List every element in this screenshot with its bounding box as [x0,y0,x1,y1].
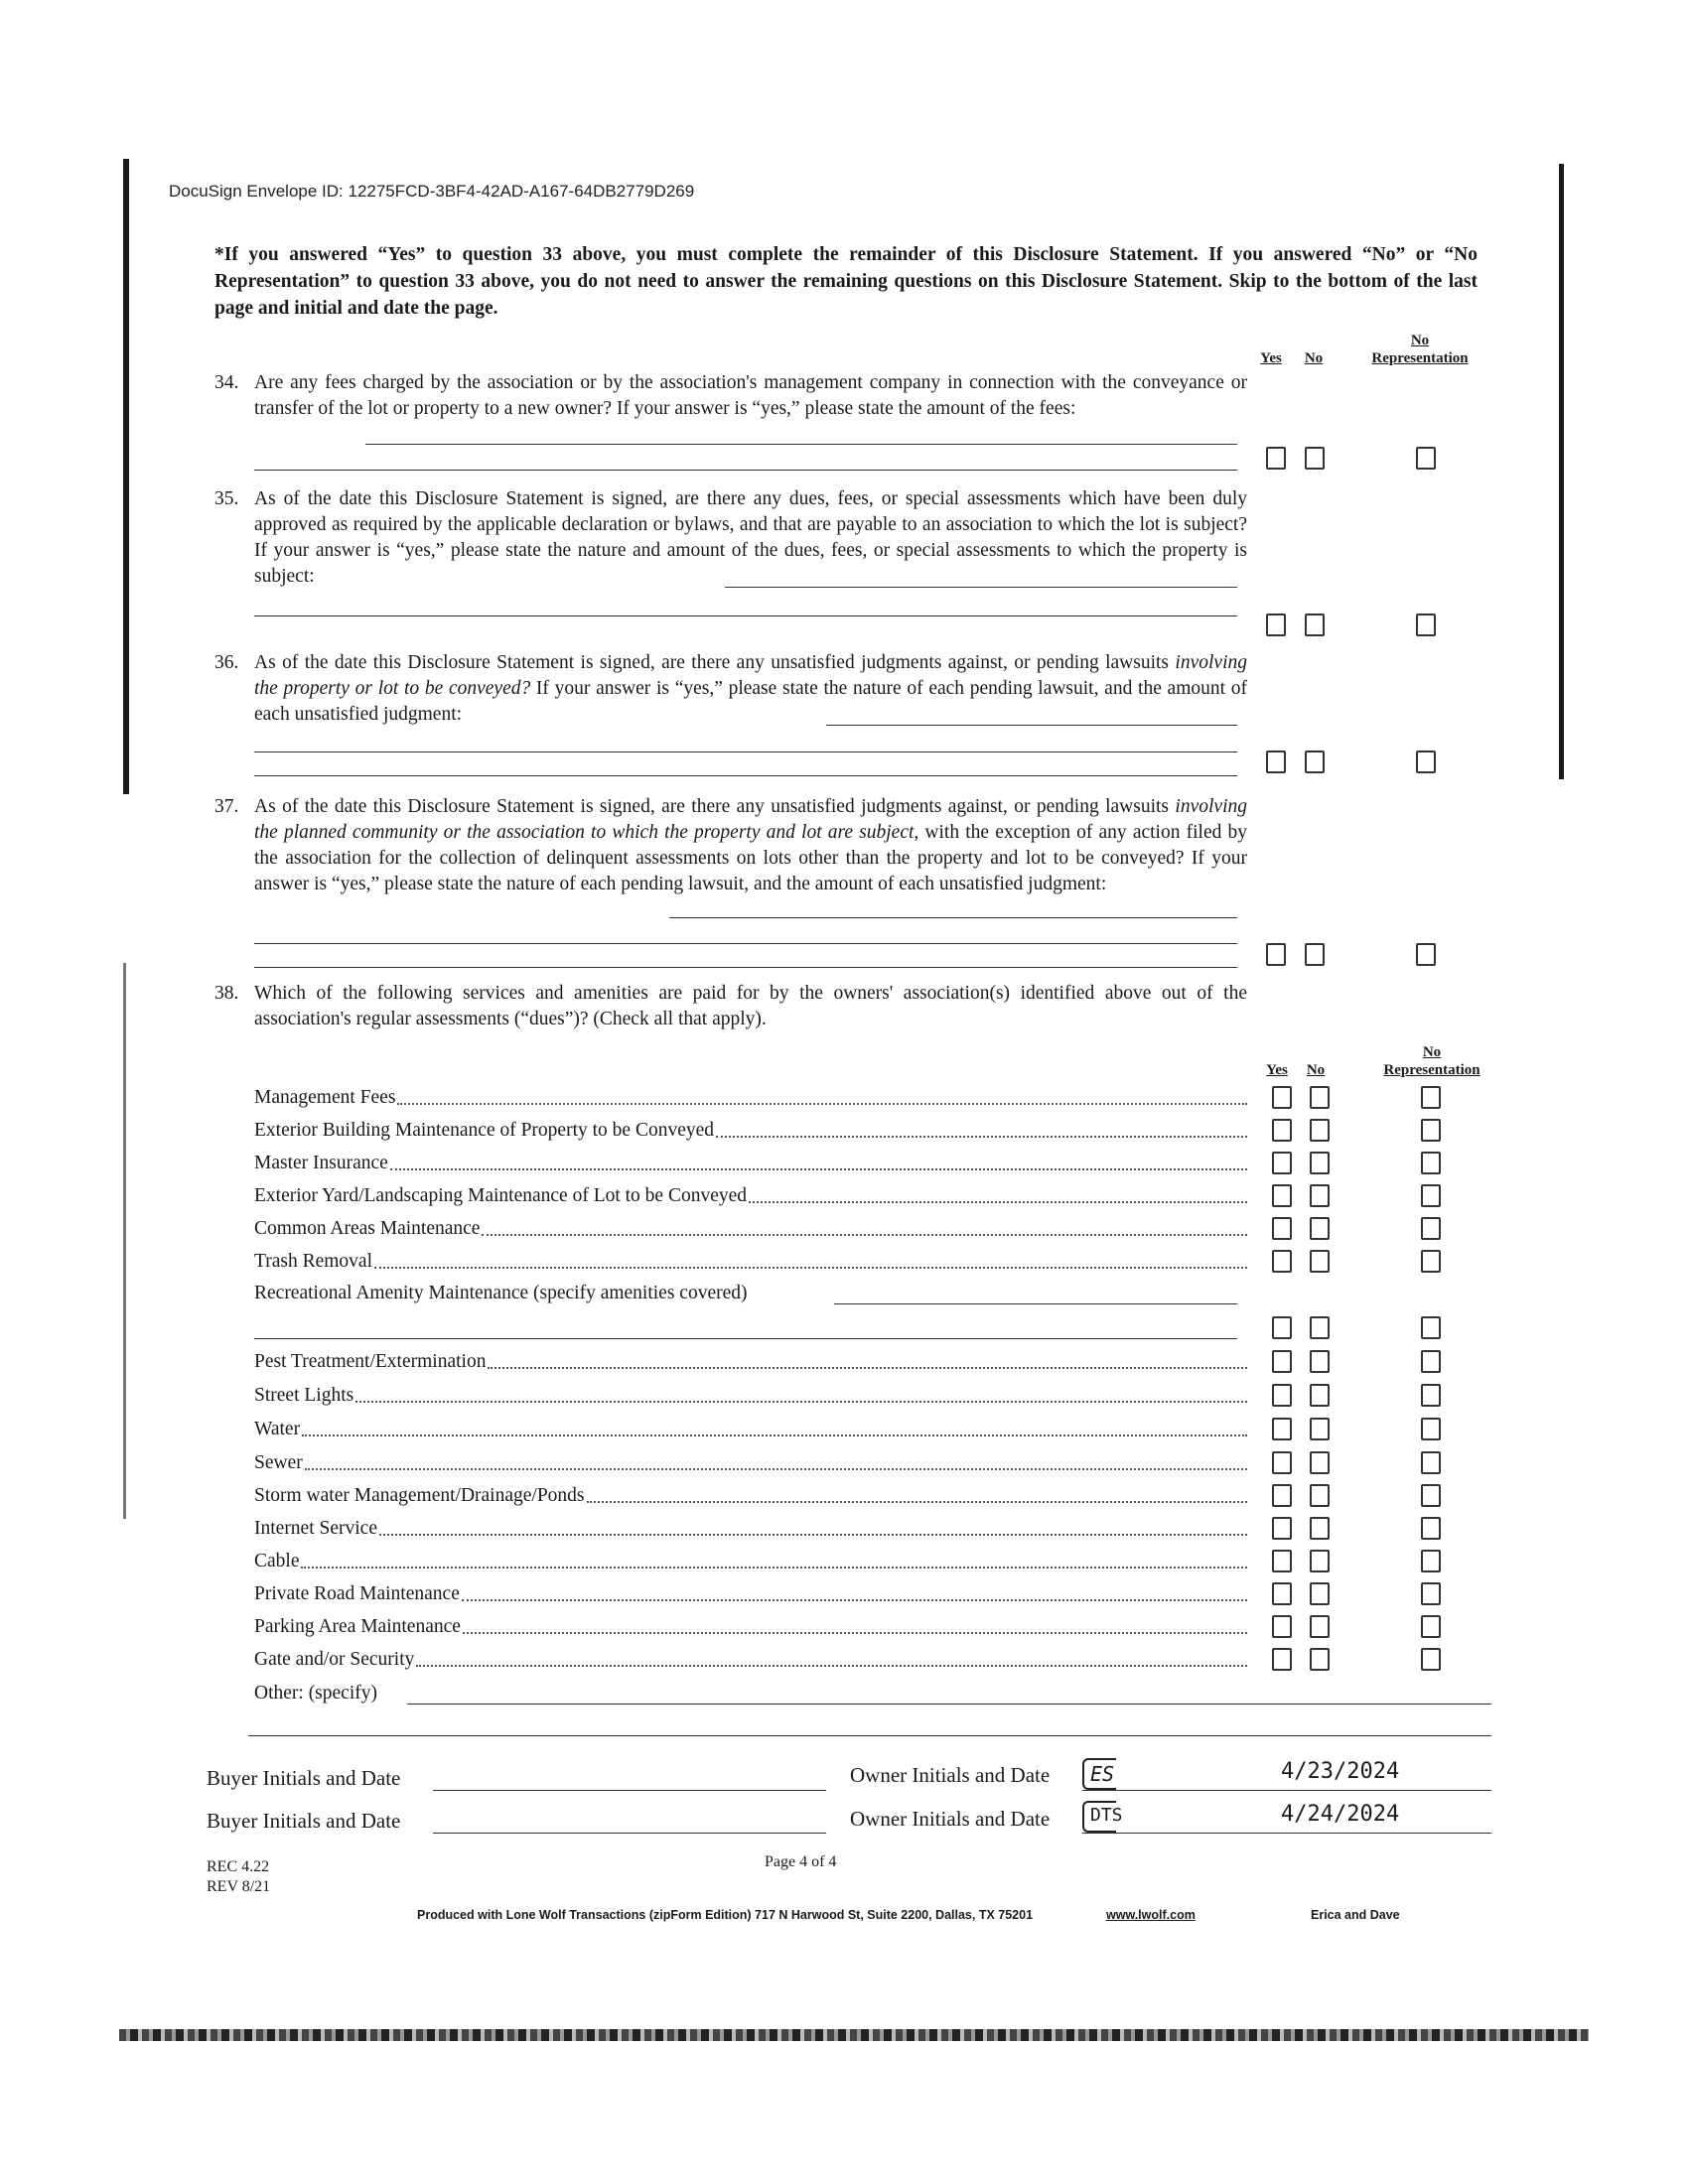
amenity-no-rep-checkbox[interactable] [1421,1086,1441,1109]
dot-leader [482,1215,1247,1236]
dot-leader [301,1548,1247,1569]
answer-line[interactable] [826,725,1237,726]
dot-leader [488,1348,1247,1369]
amenity-no-checkbox[interactable] [1310,1217,1330,1240]
amenity-label: Management Fees [254,1087,396,1108]
answer-line[interactable] [248,1735,1491,1736]
question-text-part: As of the date this Disclosure Statement is signed, are there any unsatisfied judgments against, or pending lawsuits [254,796,1176,817]
question-37 [0,794,1692,928]
dot-leader [397,1084,1247,1105]
amenity-no-rep-checkbox[interactable] [1421,1582,1441,1605]
amenity-no-rep-checkbox[interactable] [1421,1250,1441,1273]
answer-line[interactable] [254,751,1237,752]
amenity-label: Private Road Maintenance [254,1583,460,1604]
amenity-yes-checkbox[interactable] [1272,1184,1292,1207]
amenity-no-rep-checkbox[interactable] [1421,1451,1441,1474]
question-38 [0,981,1692,1040]
amenity-yes-checkbox[interactable] [1272,1217,1292,1240]
amenity-yes-checkbox[interactable] [1272,1384,1292,1407]
amenity-no-rep-checkbox[interactable] [1421,1316,1441,1339]
answer-line[interactable] [254,967,1237,968]
owner-initials-1: ES [1090,1762,1115,1786]
amenity-row [254,1416,1247,1443]
scan-edge-bottom [119,2029,1589,2041]
amenity-no-checkbox[interactable] [1310,1316,1330,1339]
amenity-no-checkbox[interactable] [1310,1582,1330,1605]
amenity-yes-checkbox[interactable] [1272,1316,1292,1339]
answer-line[interactable] [669,917,1237,918]
amenity-no-rep-checkbox[interactable] [1421,1517,1441,1540]
amenity-no-checkbox[interactable] [1310,1152,1330,1174]
answer-line[interactable] [254,615,1237,616]
amenity-no-rep-checkbox[interactable] [1421,1217,1441,1240]
amenity-no-checkbox[interactable] [1310,1550,1330,1572]
q35-no-checkbox[interactable] [1305,614,1325,636]
amenity-yes-checkbox[interactable] [1272,1484,1292,1507]
answer-line[interactable] [254,775,1237,776]
amenity-yes-checkbox[interactable] [1272,1550,1292,1572]
amenity-row [254,1515,1247,1543]
dot-leader [463,1613,1247,1634]
owner-initials-label-1: Owner Initials and Date [850,1763,1051,1787]
page-number: Page 4 of 4 [765,1853,837,1870]
question-35 [0,486,1692,615]
q36-yes-checkbox[interactable] [1266,751,1286,773]
answer-line[interactable] [834,1303,1237,1304]
amenity-no-rep-checkbox[interactable] [1421,1350,1441,1373]
amenity-label: Sewer [254,1452,303,1473]
amenity-row [254,1548,1247,1575]
question-text [254,794,1247,897]
amenity-label: Gate and/or Security [254,1649,415,1670]
amenity-no-checkbox[interactable] [1310,1384,1330,1407]
amenity-row [254,1182,1247,1210]
amenity-row [254,1382,1247,1410]
answer-line[interactable] [254,1338,1237,1339]
question-text-part: As of the date this Disclosure Statement is signed, are there any unsatisfied judgments against, or pending lawsuits [254,652,1176,673]
question-text [254,650,1247,728]
website-link[interactable]: www.lwolf.com [1106,1908,1196,1922]
amenity-no-checkbox[interactable] [1310,1517,1330,1540]
amenity-label: Master Insurance [254,1153,388,1173]
buyer-initials-line-2[interactable] [433,1833,826,1834]
amenity-row [254,1613,1247,1641]
amenity-no-rep-checkbox[interactable] [1421,1484,1441,1507]
buyer-initials-label-1: Buyer Initials and Date [207,1766,401,1790]
q37-no-rep-checkbox[interactable] [1416,943,1436,966]
amenity-yes-checkbox[interactable] [1272,1582,1292,1605]
amenity-row [254,1580,1247,1608]
buyer-initials-label-2: Buyer Initials and Date [207,1809,401,1833]
question-text-part: If your answer is “yes,” please state the nature of each pending lawsuit, and the amount of each unsatisfied judgment: [254,678,1247,725]
question-text-part: with the exception of any action filed by the association for the collection of delinquent assessments on lots other than the property and lot to be conveyed? If your answer is “yes,” please state the nature of each pending lawsuit, and the amount of each unsatisfied judgment: [254,822,1247,894]
q37-yes-checkbox[interactable] [1266,943,1286,966]
amenity-row [254,1348,1247,1376]
owner-initials-2: DTS [1090,1805,1123,1826]
amenity-no-checkbox[interactable] [1310,1418,1330,1440]
amenity-label: Parking Area Maintenance [254,1616,461,1637]
dot-leader [587,1482,1248,1503]
amenity-no-rep-checkbox[interactable] [1421,1119,1441,1142]
amenity-row [254,1084,1247,1112]
q34-yes-checkbox[interactable] [1266,447,1286,470]
question-number: 36. [214,652,239,673]
amenity-row [254,1248,1247,1276]
amenity-label: Cable [254,1551,300,1571]
question-text: Which of the following services and amenities are paid for by the owners' association(s) identified above out of the association's regular assessments (“dues”)? (Check all that apply). [254,983,1247,1029]
amenity-label: Pest Treatment/Extermination [254,1351,487,1372]
amenity-row [254,1646,1247,1674]
amenity-label: Trash Removal [254,1251,372,1272]
owner-initials-label-2: Owner Initials and Date [850,1807,1051,1831]
dot-leader [374,1248,1247,1269]
amenity-no-checkbox[interactable] [1310,1615,1330,1638]
amenity-no-checkbox[interactable] [1310,1350,1330,1373]
amenity-yes-checkbox[interactable] [1272,1517,1292,1540]
amenity-no-checkbox[interactable] [1310,1250,1330,1273]
amenity-no-rep-checkbox[interactable] [1421,1615,1441,1638]
amenity-label: Exterior Yard/Landscaping Maintenance of Lot to be Conveyed [254,1185,748,1206]
q36-no-checkbox[interactable] [1305,751,1325,773]
amenity-row [254,1215,1247,1243]
col-yes-header: Yes [1266,1062,1288,1078]
question-number: 35. [214,488,239,509]
answer-line[interactable] [407,1704,1491,1705]
owner-initials-line-1[interactable] [1082,1790,1491,1791]
q35-yes-checkbox[interactable] [1266,614,1286,636]
q34-no-rep-checkbox[interactable] [1416,447,1436,470]
form-code: REC 4.22 [207,1858,270,1875]
amenity-yes-checkbox[interactable] [1272,1250,1292,1273]
amenity-label: Water [254,1419,301,1439]
recreational-amenity-label: Recreational Amenity Maintenance (specify amenities covered) [254,1283,748,1303]
amenity-row [254,1150,1247,1177]
transaction-name: Erica and Dave [1311,1908,1400,1922]
answer-line[interactable] [725,587,1237,588]
q34-no-checkbox[interactable] [1305,447,1325,470]
owner-initials-line-2[interactable] [1082,1833,1491,1834]
answer-line[interactable] [365,444,1237,445]
answer-line[interactable] [254,470,1237,471]
amenity-yes-checkbox[interactable] [1272,1119,1292,1142]
question-36 [0,650,1692,730]
question-34 [0,370,1692,470]
amenity-yes-checkbox[interactable] [1272,1152,1292,1174]
amenity-yes-checkbox[interactable] [1272,1086,1292,1109]
amenity-no-checkbox[interactable] [1310,1648,1330,1671]
envelope-id: DocuSign Envelope ID: 12275FCD-3BF4-42AD-A167-64DB2779D269 [169,182,695,201]
amenity-yes-checkbox[interactable] [1272,1648,1292,1671]
question-number: 38. [214,983,239,1004]
amenity-yes-checkbox[interactable] [1272,1615,1292,1638]
amenity-row [254,1449,1247,1477]
amenity-yes-checkbox[interactable] [1272,1451,1292,1474]
amenity-label: Exterior Building Maintenance of Property to be Conveyed [254,1120,715,1141]
owner-date-2: 4/24/2024 [1281,1802,1400,1827]
amenity-no-rep-checkbox[interactable] [1421,1384,1441,1407]
produced-by: Produced with Lone Wolf Transactions (zipForm Edition) 717 N Harwood St, Suite 2200, Dallas, TX 75201 [417,1908,1034,1922]
col-no-header: No [1306,1062,1326,1078]
dot-leader [302,1416,1247,1436]
amenity-label: Common Areas Maintenance [254,1218,481,1239]
col-yes-header: Yes [1260,350,1282,366]
owner-date-1: 4/23/2024 [1281,1759,1400,1784]
dot-leader [716,1117,1247,1138]
amenity-no-rep-checkbox[interactable] [1421,1648,1441,1671]
question-number: 37. [214,796,239,817]
q37-no-checkbox[interactable] [1305,943,1325,966]
dot-leader [462,1580,1247,1601]
amenity-no-checkbox[interactable] [1310,1451,1330,1474]
col-no-header: No [1304,350,1324,366]
amenity-no-checkbox[interactable] [1310,1086,1330,1109]
amenity-label: Storm water Management/Drainage/Ponds [254,1485,585,1506]
question-text-emphasis: involving the property or lot to be conveyed? [254,652,1247,699]
dot-leader [305,1449,1247,1470]
question-text-emphasis: involving the planned community or the association to which the property and lot are subject, [254,796,1247,843]
amenity-no-rep-checkbox[interactable] [1421,1418,1441,1440]
col-no-rep-header-line1: No [1410,333,1430,348]
amenity-no-rep-checkbox[interactable] [1421,1550,1441,1572]
amenity-label: Internet Service [254,1518,377,1539]
amenity-yes-checkbox[interactable] [1272,1418,1292,1440]
dot-leader [390,1150,1247,1170]
amenity-no-rep-checkbox[interactable] [1421,1152,1441,1174]
question-text: As of the date this Disclosure Statement is signed, are there any dues, fees, or special assessments which have been duly approved as required by the applicable declaration or bylaws, and that are payable to an association to which the lot is subject? If your answer is “yes,” please state the nature and amount of the dues, fees, or special assessments to which the property is subject: [254,488,1247,587]
amenity-no-checkbox[interactable] [1310,1119,1330,1142]
dot-leader [749,1182,1247,1203]
form-revision: REV 8/21 [207,1878,271,1895]
amenity-yes-checkbox[interactable] [1272,1350,1292,1373]
amenity-no-rep-checkbox[interactable] [1421,1184,1441,1207]
amenity-label: Street Lights [254,1385,354,1406]
amenity-row [254,1117,1247,1145]
question-text: Are any fees charged by the association or by the association's management company in connection with the conveyance or transfer of the lot or property to a new owner? If your answer is “yes,” please state the amount of the fees: [254,372,1247,419]
col-no-rep-header-line2: Representation [1371,350,1469,366]
dot-leader [416,1646,1247,1667]
col-no-rep-header-line1: No [1422,1044,1442,1060]
intro-instructions: *If you answered “Yes” to question 33 above, you must complete the remainder of this Disclosure Statement. If you answered “No” or “No Representation” to question 33 above, you do not need to answer the remaining questions on this Disclosure Statement. Skip to the bottom of the last page and initial and date the page. [214,244,1478,319]
dot-leader [379,1515,1247,1536]
other-specify-label: Other: (specify) [254,1683,377,1704]
amenity-no-checkbox[interactable] [1310,1184,1330,1207]
answer-line[interactable] [254,943,1237,944]
scan-edge-left-lower [123,963,126,1519]
q36-no-rep-checkbox[interactable] [1416,751,1436,773]
question-number: 34. [214,372,239,393]
col-no-rep-header-line2: Representation [1383,1062,1480,1078]
amenity-no-checkbox[interactable] [1310,1484,1330,1507]
q35-no-rep-checkbox[interactable] [1416,614,1436,636]
amenity-row [254,1482,1247,1510]
dot-leader [355,1382,1247,1403]
buyer-initials-line-1[interactable] [433,1790,826,1791]
